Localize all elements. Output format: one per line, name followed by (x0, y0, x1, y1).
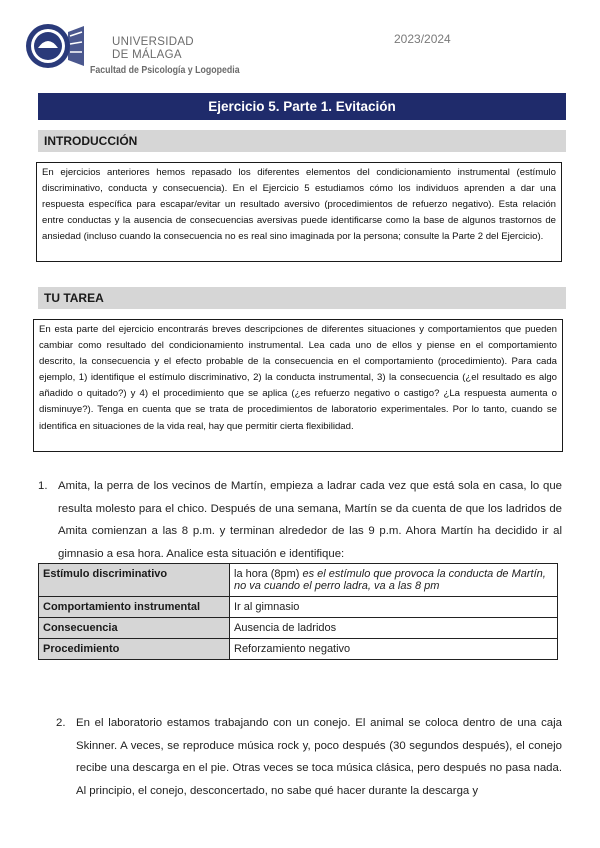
intro-heading: INTRODUCCIÓN (38, 130, 566, 152)
university-name: UNIVERSIDAD DE MÁLAGA (112, 36, 194, 61)
table-row (39, 564, 558, 597)
question-2 (58, 712, 562, 802)
table-row (39, 618, 558, 639)
question-1 (38, 475, 562, 565)
question-2-number: 2. (56, 717, 66, 729)
academic-year: 2023/2024 (394, 32, 451, 46)
question-1-number: 1. (38, 480, 48, 492)
row-label: Procedimiento (39, 639, 230, 660)
row-value: Ir al gimnasio (230, 597, 558, 618)
answer-table (38, 563, 558, 660)
row-value: la hora (8pm) es el estímulo que provoca la conducta de Martín, no va cuando el perro ladra, va a las 8 pm (230, 564, 558, 597)
university-seal-icon (24, 22, 86, 70)
faculty-name: Facultad de Psicología y Logopedia (90, 65, 240, 76)
row-label: Comportamiento instrumental (39, 597, 230, 618)
document-header (20, 20, 580, 80)
row-value: Reforzamiento negativo (230, 639, 558, 660)
exercise-title: Ejercicio 5. Parte 1. Evitación (38, 93, 566, 120)
table-row (39, 597, 558, 618)
row-value: Ausencia de ladridos (230, 618, 558, 639)
question-1-text: Amita, la perra de los vecinos de Martín, empieza a ladrar cada vez que está sola en casa, lo que resulta molesto para el chico. Después de una semana, Martín se da cuenta de que los ladridos de Amita comienzan a las 8 p.m. y terminan alrededor de las 9 p.m. Ahora Martín ha decidido ir al gimnasio a esa hora. Analice esta situación e identifique: (58, 480, 562, 560)
row-label: Estímulo discriminativo (39, 564, 230, 597)
table-row (39, 639, 558, 660)
question-2-text: En el laboratorio estamos trabajando con un conejo. El animal se coloca dentro de una caja Skinner. A veces, se reproduce música rock y, poco después (30 segundos después), el conejo recibe una descarga en el pie. Otras veces se toca música clásica, pero después no pasa nada. Al principio, el conejo, desconcertado, no sabe qué hacer durante la descarga y (76, 717, 562, 797)
task-heading: TU TAREA (38, 287, 566, 309)
intro-text: En ejercicios anteriores hemos repasado los diferentes elementos del condicionamiento instrumental (estímulo discriminativo, conducta y consecuencia). En el Ejercicio 5 estudiamos cómo los individuos aprenden a dar una respuesta específica para escapar/evitar un resultado aversivo (procedimientos de refuerzo negativo). Esta relación entre conductas y la ausencia de consecuencias aversivas puede identificarse como la base de algunos trastornos de ansiedad (incluso cuando la consecuencia no es real sino imaginada por la persona; consulte la Parte 2 del Ejercicio). (36, 162, 562, 262)
task-text: En esta parte del ejercicio encontrarás breves descripciones de diferentes situaciones y comportamientos que pueden cambiar como resultado del condicionamiento instrumental. Lea cada uno de ellos y piense en el comportamiento descrito, la consecuencia y el efecto probable de la consecuencia en el comportamiento (procedimiento). Para cada ejemplo, 1) identifique el estímulo discriminativo, 2) la conducta instrumental, 3) la consecuencia (¿el resultado es algo añadido o quitado?) y 4) el procedimiento que se aplica (¿es refuerzo negativo o castigo? ¿La respuesta aumenta o disminuye?). Tenga en cuenta que se trata de procedimientos de laboratorio experimentales. Por lo tanto, cuando se identifica en situaciones de la vida real, hay que permitir cierta flexibilidad. (33, 319, 563, 452)
row-label: Consecuencia (39, 618, 230, 639)
